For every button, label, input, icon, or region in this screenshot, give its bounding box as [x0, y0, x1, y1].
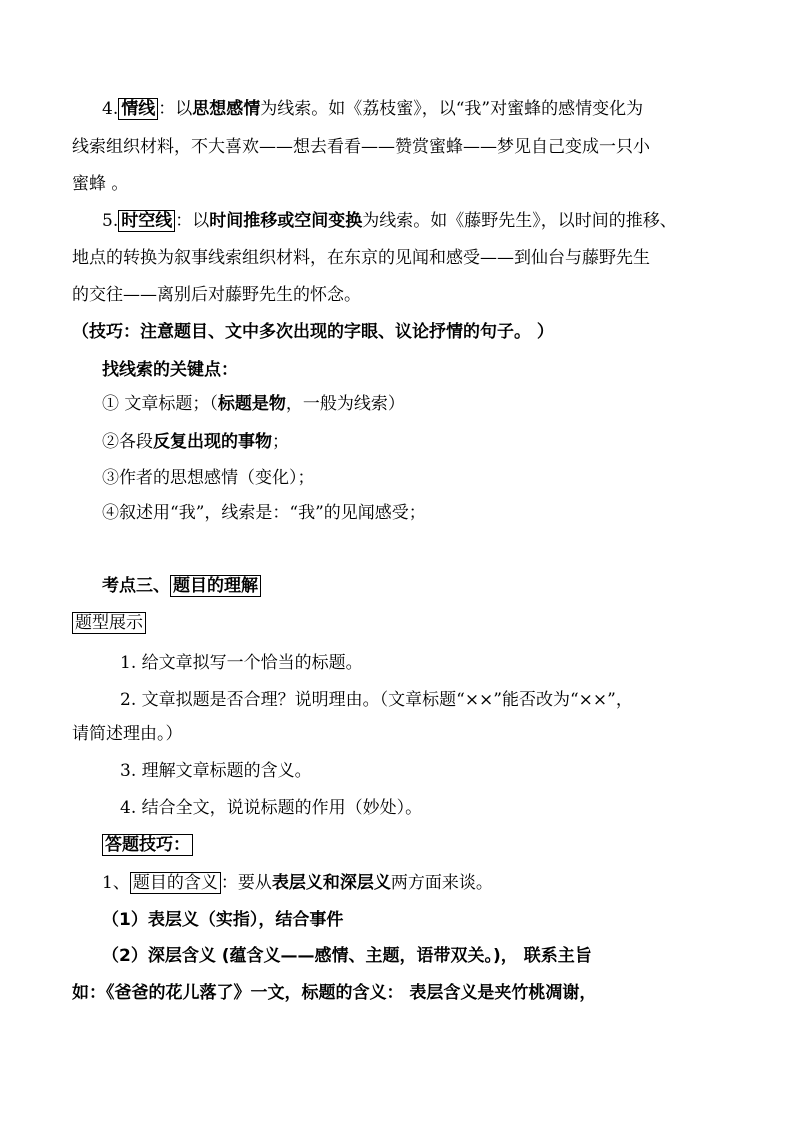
skills-label: 答题技巧： — [102, 834, 193, 856]
text: ，一般为线索） — [285, 394, 405, 414]
example-line: 如：《爸爸的花儿落了》一文，标题的含义： 表层含义是夹竹桃凋谢， — [72, 983, 597, 1003]
text: ：以 — [175, 211, 210, 231]
text: 为线索。如《荔枝蜜》，以“我”对蜜蜂的感情变化为 — [260, 99, 644, 119]
keypoint-2 — [102, 431, 289, 453]
section-title: 题目的理解 — [170, 575, 261, 597]
skills-label-line — [102, 834, 193, 856]
question-type-3: 3. 理解文章标题的含义。 — [120, 761, 312, 781]
boxed-term: 题目的含义 — [130, 872, 221, 894]
item-number: 1、 — [102, 873, 130, 893]
item-4-line-1 — [102, 98, 643, 120]
item-5-line-1 — [102, 210, 677, 232]
types-label-line — [72, 612, 146, 634]
text: ① 文章标题；（ — [102, 394, 218, 414]
text: ：以 — [158, 99, 193, 119]
item-5-line-2: 地点的转换为叙事线索组织材料，在东京的见闻和感受——到仙台与藤野先生 — [72, 248, 650, 268]
keypoints-heading: 找线索的关键点： — [102, 360, 238, 380]
skill-1-line — [102, 872, 493, 894]
question-type-1: 1. 给文章拟写一个恰当的标题。 — [120, 653, 363, 673]
keypoint-3: ③作者的思想感情（变化）； — [102, 468, 315, 488]
bold-text: 标题是物 — [217, 394, 286, 414]
text: ：要从 — [220, 873, 272, 893]
tip-note: （技巧：注意题目、文中多次出现的字眼、议论抒情的句子。 ） — [72, 322, 554, 342]
item-number: 4. — [102, 99, 119, 119]
text: 为线索。如《藤野先生》，以时间的推移、 — [362, 211, 677, 231]
question-type-2-line-2: 请简述理由。） — [72, 724, 183, 744]
bold-text: 反复出现的事物 — [153, 432, 272, 452]
item-4-line-2: 线索组织材料，不大喜欢——想去看看——赞赏蜜蜂——梦见自己变成一只小 — [72, 137, 650, 157]
question-type-4: 4. 结合全文，说说标题的作用（妙处）。 — [120, 798, 423, 818]
text: ②各段 — [102, 432, 153, 452]
keypoint-1 — [102, 393, 405, 415]
keypoint-4: ④叙述用“我”，线索是：“我”的见闻感受； — [102, 503, 426, 523]
text: 两方面来谈。 — [390, 873, 493, 893]
skill-point-1: （1）表层义（实指），结合事件 — [102, 910, 344, 930]
bold-text: 表层义和深层义 — [271, 873, 391, 893]
types-label: 题型展示 — [72, 612, 146, 634]
boxed-term: 时空线 — [118, 210, 175, 232]
item-number: 5. — [102, 211, 119, 231]
section-heading — [102, 575, 261, 597]
boxed-term: 情线 — [118, 98, 158, 120]
section-prefix: 考点三、 — [102, 576, 170, 596]
text: ； — [272, 432, 289, 452]
skill-point-2: （2）深层含义 (蕴含义——感情、主题，语带双关。)， 联系主旨 — [102, 946, 592, 966]
bold-text: 时间推移或空间变换 — [209, 211, 363, 231]
item-5-line-3: 的交往——离别后对藤野先生的怀念。 — [72, 285, 361, 305]
item-4-line-3: 蜜蜂 。 — [72, 174, 129, 194]
question-type-2-line-1: 2. 文章拟题是否合理？说明理由。（文章标题“××”能否改为“××”， — [120, 690, 633, 710]
bold-text: 思想感情 — [192, 99, 261, 119]
